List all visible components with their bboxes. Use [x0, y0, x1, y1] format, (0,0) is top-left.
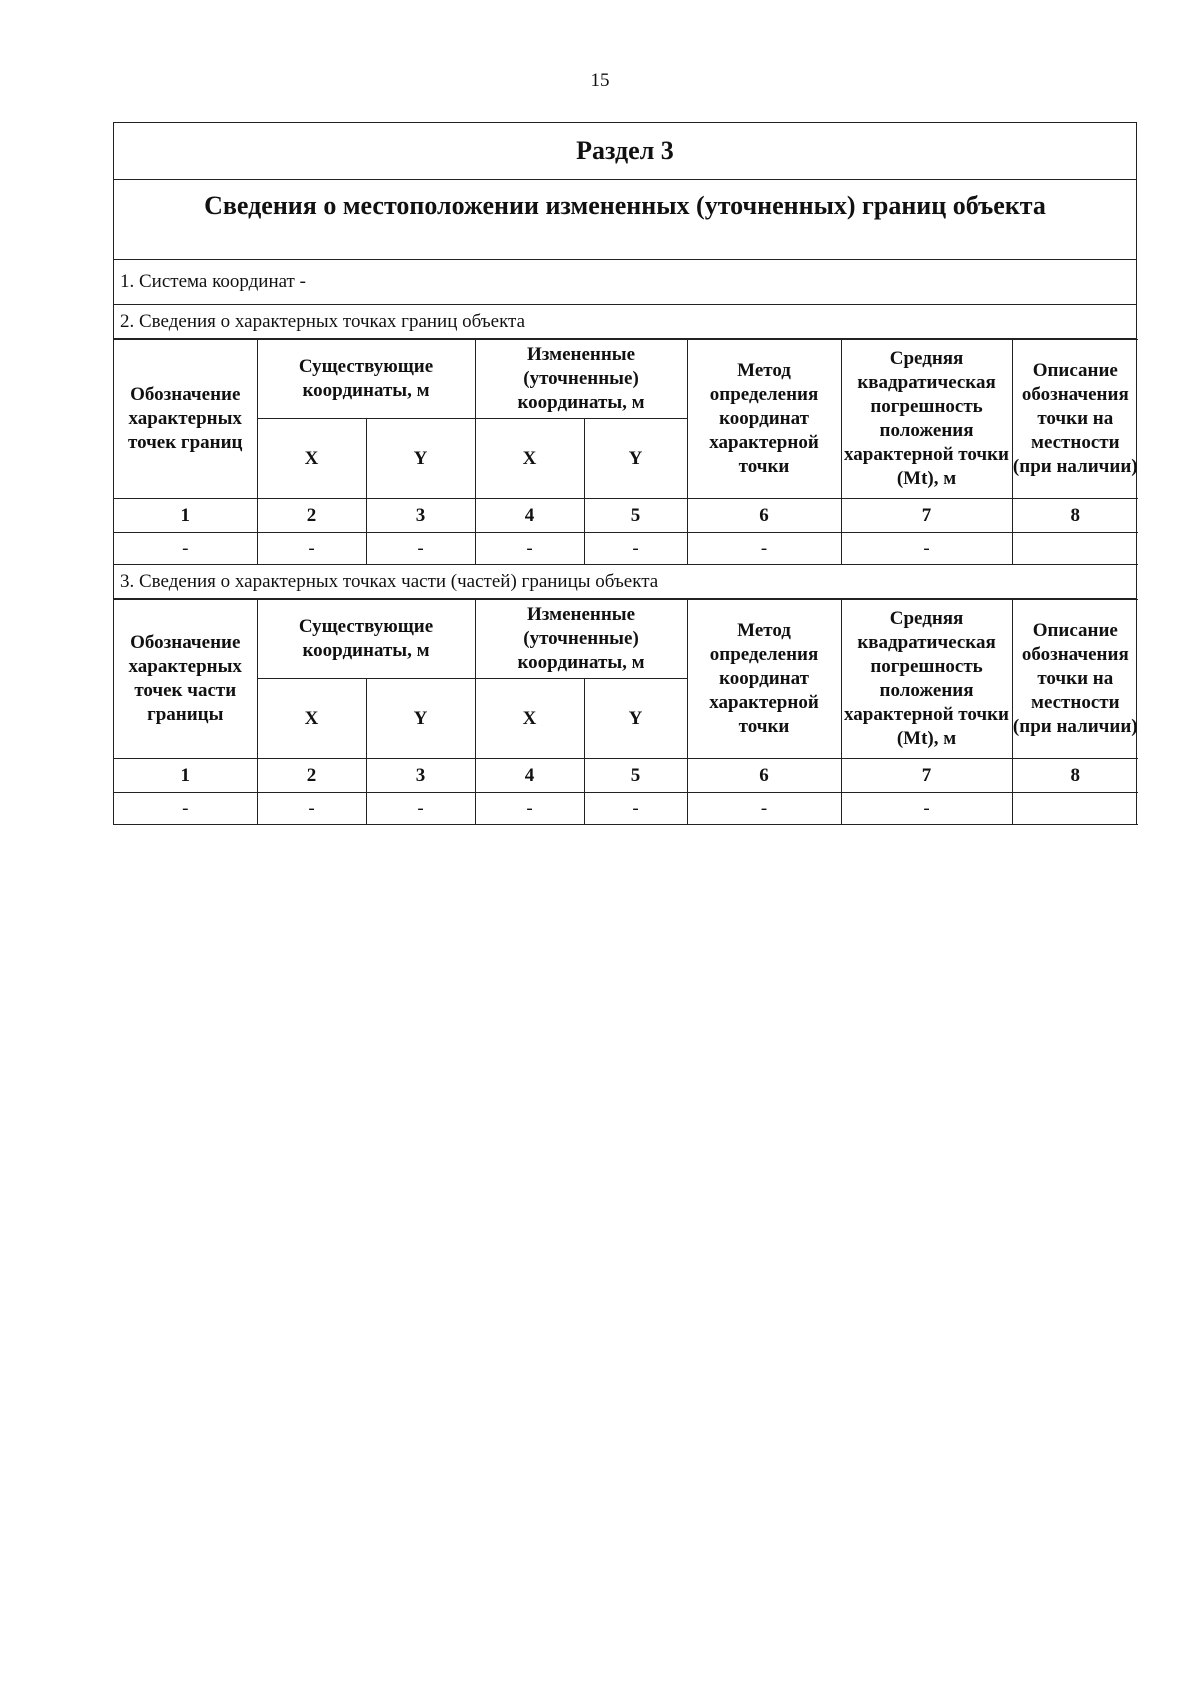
part2-col-number: 4	[475, 499, 584, 533]
part2-col-number: 3	[366, 499, 475, 533]
part3-col-number: 6	[687, 759, 841, 793]
part3-header-existing-y: Y	[366, 679, 475, 759]
part3-header-changed-x: X	[475, 679, 584, 759]
part2-col-number: 8	[1012, 499, 1138, 533]
part3-cell	[1012, 793, 1138, 825]
part3-cell: -	[114, 793, 257, 825]
section-subtitle: Сведения о местоположении измененных (уточненных) границ объекта	[114, 180, 1136, 260]
part3-col-number: 7	[841, 759, 1012, 793]
part2-table	[114, 339, 1138, 565]
part2-header-designation: Обозначение характерных точек границ	[114, 340, 257, 499]
section-title: Раздел 3	[114, 123, 1136, 180]
part3-header-changed-y: Y	[584, 679, 687, 759]
part2-cell: -	[687, 533, 841, 565]
part3-table	[114, 599, 1138, 825]
part2-cell: -	[257, 533, 366, 565]
part2-header-changed-x: X	[475, 419, 584, 499]
page-number: 15	[590, 70, 610, 91]
part3-cell: -	[257, 793, 366, 825]
part3-col-number: 3	[366, 759, 475, 793]
section-frame	[113, 122, 1137, 825]
part3-header-method: Метод определения координат характерной точки	[687, 600, 841, 759]
part2-col-number: 7	[841, 499, 1012, 533]
part3-cell: -	[366, 793, 475, 825]
coordinate-system-row: 1. Система координат -	[114, 260, 1136, 305]
part3-header-error: Средняя квадратическая погрешность положения характерной точки (Mt), м	[841, 600, 1012, 759]
part2-cell: -	[114, 533, 257, 565]
part2-cell: -	[841, 533, 1012, 565]
part3-col-number: 2	[257, 759, 366, 793]
part3-cell: -	[475, 793, 584, 825]
part2-cell	[1012, 533, 1138, 565]
part3-header-existing-x: X	[257, 679, 366, 759]
part2-header-description: Описание обозначения точки на местности (при наличии)	[1012, 340, 1138, 499]
table-row	[114, 533, 1138, 565]
part2-cell: -	[475, 533, 584, 565]
part3-cell: -	[687, 793, 841, 825]
part2-col-number: 5	[584, 499, 687, 533]
part2-header-existing: Существующие координаты, м	[257, 340, 475, 419]
part2-header-changed: Измененные (уточненные) координаты, м	[475, 340, 687, 419]
part2-col-number: 1	[114, 499, 257, 533]
part3-cell: -	[841, 793, 1012, 825]
part3-header-changed: Измененные (уточненные) координаты, м	[475, 600, 687, 679]
part2-col-number: 6	[687, 499, 841, 533]
part2-title: 2. Сведения о характерных точках границ объекта	[114, 305, 1136, 339]
part2-header-error: Средняя квадратическая погрешность положения характерной точки (Mt), м	[841, 340, 1012, 499]
part2-header-method: Метод определения координат характерной точки	[687, 340, 841, 499]
part3-header-designation: Обозначение характерных точек части границы	[114, 600, 257, 759]
part3-header-existing: Существующие координаты, м	[257, 600, 475, 679]
part2-header-existing-x: X	[257, 419, 366, 499]
part3-cell: -	[584, 793, 687, 825]
part3-col-number: 1	[114, 759, 257, 793]
table-row	[114, 793, 1138, 825]
part3-col-number: 5	[584, 759, 687, 793]
part2-header-changed-y: Y	[584, 419, 687, 499]
part3-col-number: 4	[475, 759, 584, 793]
part2-col-number: 2	[257, 499, 366, 533]
part2-cell: -	[366, 533, 475, 565]
part3-header-description: Описание обозначения точки на местности (при наличии)	[1012, 600, 1138, 759]
part2-header-existing-y: Y	[366, 419, 475, 499]
part3-col-number: 8	[1012, 759, 1138, 793]
part2-cell: -	[584, 533, 687, 565]
part3-title: 3. Сведения о характерных точках части (частей) границы объекта	[114, 565, 1136, 599]
